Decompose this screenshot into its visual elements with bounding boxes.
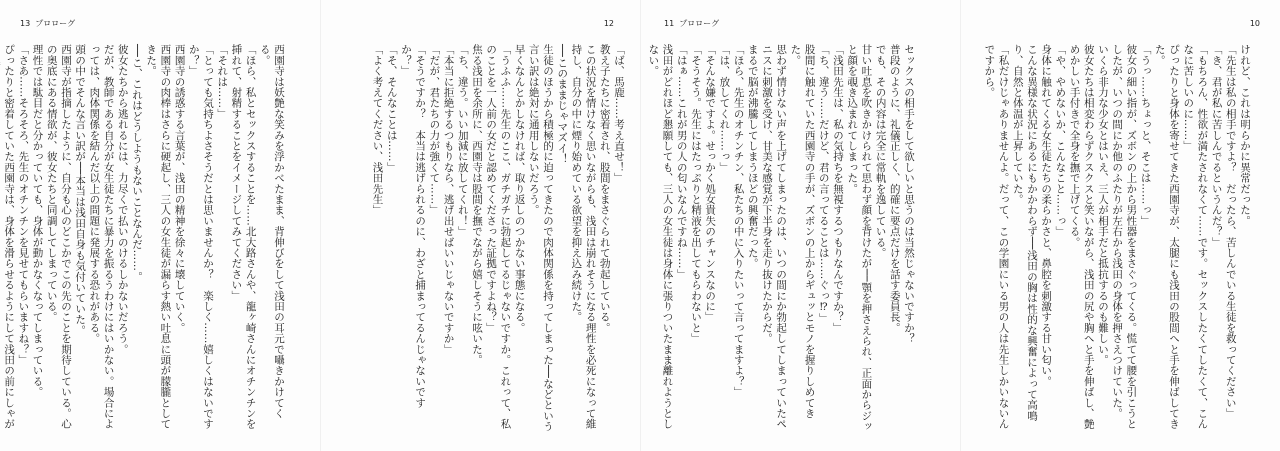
page-11 xyxy=(640,0,960,451)
chapter-title: プロローグ xyxy=(35,19,76,28)
chapter-title: プロローグ xyxy=(679,19,720,28)
page-header xyxy=(664,19,719,29)
page-divider xyxy=(960,0,961,451)
body-text: 「ば、馬鹿……考え直せ！」 教え子たちに密着され、股間をまさぐられて勃起している。 この状況を情けなく思いながらも、浅田は崩れそうになる理性を必死になって維持し、自分の中に煙り始めている欲望を抑え込み続けた。 ──このままじゃマズイ！ 生徒のほうから積極的に迫ってきたので肉体関係を持ってしまった──などという言い訳は絶対に通用しないだろう。 早くなんとかしなければ、取り返しのつかない事態になる。 「うふふ……先生のここ、ガチガチに勃起してるじゃないですか。これって、私のことを一人前の女だと認めてくださった証拠ですよね？」 焦る浅田を余所に、西園寺は股間を撫でながら嬉しそうに呟いた。 「ち、違う。いい加減に放してくれ！」 「本当に拒絶するつもりなら、逃げ出せばいいじゃないですか」 「だが、君たちの力が強くて……」 「そうですか？ 本当は逃げられるのに、わざと捕まってるんじゃないですか？」 「そ、そんなことは……」 「よく考えてください、浅田先生」 xyxy=(371,44,625,432)
body-text: 西園寺は妖艶な笑みを浮かべたまま、背伸びをして浅田の耳元で囁きかけてくる。 「ほら、私とセックスすることを……北大路さんや、龍ヶ崎さんにオチンチンを挿れて、射精することをイメージしてみてください」 「それは……」 「とっても気持ちよさそうだとは思いませんか？ 楽しく……嬉しくはないですか？」 西園寺の誘惑する言葉が、浅田の精神を徐々に壊していく。 西園寺の肉棒はさらに硬起し、三人の女生徒が漏らす熱い吐息に頭が朦朧としてきた。 ──こ、これはどうしようもないことなんだ……。 彼女たちから逃れるには、力尽くで払いのけるしかないだろう。 だが、教師である自分が女生徒たちに暴力を振るうわけにはいかない。場合によっては、肉体関係を結んだ以上の問題に発展する恐れがある。 頭の中でそんな言い訳が──本当は浅田自身も気付いていた。 西園寺が指摘したように、自分も心のどこかでこの先のことを期待している。心の奥底にある情欲が、彼女たちと同調してしまっている。 理性では駄目だと分かっていても、身体が動かなくなってしまっている。 「さあ……そろそろ、先生のオチンチンを見せてもらいますね？」 ぴったりと密着していた西園寺は、身体を滑らせるようにして浅田の前にしゃが xyxy=(3,44,285,430)
page-10 xyxy=(960,0,1280,451)
page-header xyxy=(1250,19,1260,29)
page-12 xyxy=(320,0,640,451)
page-number: 11 xyxy=(664,19,675,28)
page-13 xyxy=(0,0,320,451)
page-number: 10 xyxy=(1249,19,1260,28)
body-text: けれど、これは明らかに異常だった。 「先生は私の相手ですよ？ だったら、苦しんでいる生徒を救ってください」 「き、君が私に苦しんでるというんだ？」 「もちろん、性欲が満たされなくて……です。セックスしたくてしたくて、こんなに苦しいのに……」 ぴったりと身体を寄せてきた西園寺が、太腿にも浅田の股間へと手を伸ばしてきた。 「うっ……ちょっと、そこは……っ」 彼女の細い指が、ズボンの上から男性器をまさぐってくる。慌てて腰を引こうとしたが、いつの間にか他のふたりが左右から浅田の身体を押さえつけていた。 いくら非力な少女とはいえ、三人が相手だと抵抗するのも難しい。 彼女たちは相変わらずクスクスと笑いながら、浅田の尻や胸へと手を伸ばし、艶めかしい手付きで全身を撫で上げてくる。 「や、やめないか、こんなこと……っ」 身体に触れてくる女生徒たちの柔らかさと、鼻腔を刺激する甘い匂い。 こんな異様な状況にあるにもかかわらず──浅田の胸は性的な興奮によって高鳴り、自然と体温が上昇していた。 「私だけじゃありませんよ。だって、この学園にいる男の人は先生しかいないんですから。 xyxy=(983,44,1251,430)
page-divider xyxy=(640,0,641,451)
page-number: 12 xyxy=(603,19,614,28)
page-divider xyxy=(320,0,321,451)
body-text: セックスの相手をして欲しいと思うのは当然じゃないですか？ 普段のように、礼儀正しく、的確に要点だけを話す委員長。 でも、その内容は完全に常軌を逸している。 甘い吐息を吹きかけられて思わず顔を背けたが──顎を押さえられ、正面からジッと顔を覗き込まれてしまった。 「浅田先生は、私の気持ちを無視するつもりなんですか？」 「ち、違う……だけど、君の言ってることは……ぐっ⁉」 股間に触れていた西園寺の手が、ズボンの上からギュッとモノを握りしめてきた。 思わず情けない声を上げてしまったのは、いつの間にか勃起してしまっていたペニスに刺激を受け、甘美な感覚が下半身を走り抜けたからだ。 まるで脳が沸騰してしまうほどの興奮だった。 「ほら、先生のオチンチン、私たちの中に入りたいって言ってますよ？」 「は、放してくれ……っ」 「そんな嫌ですよ。せっかく処女貴失のチャンスなのに」 「そうそう。先生にはたっぷりと精液を出してもらわないと」 「はぁ……これが男の人の匂いなんですね……」 浅田がどれほど懇願しても、三人の女生徒は身体に張りついたまま離れようとしない。 xyxy=(647,44,915,432)
page-header xyxy=(20,19,75,29)
page-number: 13 xyxy=(20,19,31,28)
page-header xyxy=(604,19,614,29)
